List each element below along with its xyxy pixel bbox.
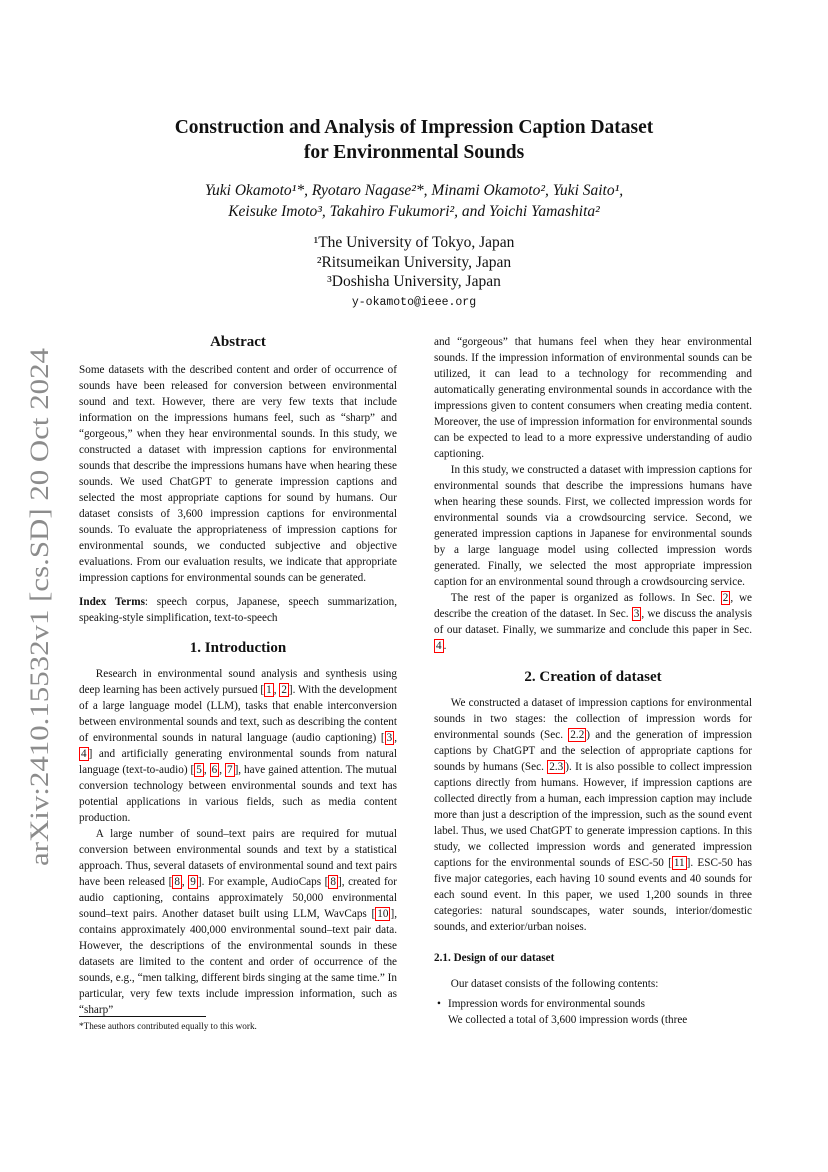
intro-paragraph-3: In this study, we constructed a dataset with impression captions for environmental sounds that describe the impressions humans have when hearing these sounds. First, we collected impression words for environmental sounds via a crowdsourcing service. Second, we generated impression captions in Japanese for environmental sounds by a large language model using collected impression words generated. Finally, we selected the most appropriate impression caption for an environmental sound through a crowdsourcing service.: [434, 464, 752, 588]
section-link[interactable]: 4: [436, 640, 442, 652]
intro-paragraph-4: The rest of the paper is organized as follows. In Sec. 2 , we describe the creation of the dataset. In Sec. 3 , we discuss the analysis of our dataset. Finally, we summarize and conclude this paper in Sec. 4 .: [434, 592, 752, 652]
authors-line-1: Yuki Okamoto¹*, Ryotaro Nagase²*, Minami Okamoto², Yuki Saito¹,: [204, 182, 624, 199]
right-column: [434, 334, 752, 1028]
citation-link[interactable]: 3: [386, 732, 393, 744]
intro-paragraph-2-continued: and “gorgeous” that humans feel when they hear environmental sounds. If the impression information of environmental sounds can be utilized, it can lead to a technology for recommending and automatically generating environmental sounds in accordance with the impressions given to content consumers when creating media content. Moreover, the use of impression information for environmental sounds can be expected to lead to a more expressive understanding of audio captioning.: [434, 336, 752, 460]
affiliation-1: ¹The University of Tokyo, Japan: [313, 234, 515, 251]
title-line-2: for Environmental Sounds: [303, 142, 525, 163]
creation-heading: 2. Creation of dataset: [524, 669, 662, 685]
contact-email[interactable]: y-okamoto@ieee.org: [351, 295, 477, 309]
citation-link[interactable]: 6: [211, 764, 218, 776]
affiliations: [80, 233, 748, 312]
section-link[interactable]: 3: [633, 608, 640, 620]
citation-link[interactable]: 4: [81, 748, 87, 760]
abstract-heading: Abstract: [210, 334, 266, 350]
footnote-rule: [79, 1016, 206, 1017]
subsection-heading: 2.1. Design of our dataset: [434, 952, 555, 964]
arxiv-stamp-text: arXiv:2410.15532v1 [cs.SD] 20 Oct 2024: [25, 429, 54, 866]
authors-line-2: Keisuke Imoto³, Takahiro Fukumori², and Yoichi Yamashita²: [228, 203, 600, 220]
index-terms: [79, 594, 397, 626]
citation-link[interactable]: 10: [377, 908, 389, 920]
paper-title: [80, 115, 748, 165]
affiliation-2: ²Ritsumeikan University, Japan: [316, 253, 512, 271]
footnote: *These authors contributed equally to this work.: [79, 1021, 257, 1031]
citation-link[interactable]: 8: [174, 876, 180, 888]
list-item-text: We collected a total of 3,600 impression words (three: [448, 1014, 688, 1026]
bullet-icon: •: [437, 998, 441, 1010]
arxiv-stamp: [14, 340, 64, 872]
intro-paragraph-2: A large number of sound–text pairs are required for mutual conversion between environmental sounds and text by a statistical approach. Thus, several datasets of environmental sound and text pairs have been released [ 8 , 9 ]. For example, AudioCaps [ 8 ], created for audio captioning, contains approximately 50,000 environmental sound–text pairs. Another dataset built using LLM, WavCaps [ 10 ], contains approximately 400,000 environmental sound–text pair data. However, the descriptions of the environmental sounds in these datasets are limited to the content and order of occurrence of the sounds, e.g., “men talking, different birds singing at the same time.” In particular, very few texts include impression information, such as “sharp”: [79, 828, 397, 1016]
section-link[interactable]: 2: [722, 592, 729, 604]
title-line-1: Construction and Analysis of Impression Caption Dataset: [174, 117, 654, 138]
citation-link[interactable]: 2: [281, 684, 287, 696]
citation-link[interactable]: 7: [226, 764, 233, 776]
list-item: [434, 996, 752, 1028]
citation-link[interactable]: 8: [330, 876, 336, 888]
index-terms-label: Index Terms: [79, 596, 145, 608]
index-terms-text: : speech corpus, Japanese, speech summarization, speaking-style simplification, text-to-speech: [79, 596, 397, 624]
creation-paragraph-1: We constructed a dataset of impression captions for environmental sounds in two stages: the collection of impression words for environmental sounds (Sec. 2.2 ) and the generation of impression captions by ChatGPT and the selection of appropriate captions for sounds by humans (Sec. 2.3 ). It is also possible to collect impression captions directly from humans. However, if impression captions are collected directly from a human, each impression caption may include more than just a description of the impression, such as the sound event label. Thus, we used ChatGPT to generate impression captions. In this study, we collected impression words and generated impression captions for the environmental sounds of ESC-50 [ 11 ]. ESC-50 has five major categories, each having 10 sound events and 40 sounds for each sound event. In this paper, we used 1,200 sounds in three categories: natural soundscapes, water sounds, interior/domestic sounds, and exterior/urban noises.: [434, 697, 753, 933]
list-item-title: Impression words for environmental sounds: [448, 998, 645, 1010]
abstract-text: Some datasets with the described content and order of occurrence of sounds have been released for conversion between environmental sound and text. However, there are very few texts that include information on the impressions humans feel, such as “sharp” and “gorgeous,” when they hear environmental sounds. In this study, we constructed a dataset with impression captions for environmental sounds that describe the impressions humans have when hearing these sounds. We used ChatGPT to generate impression captions and selected the most appropriate captions for sound by humans. Our dataset consists of 3,600 impression captions for environmental sounds. To evaluate the appropriateness of impression captions for environmental sounds, we conducted subjective and objective evaluations. From our evaluation results, we indicate that appropriate impression captions for environmental sounds can be generated.: [79, 364, 397, 584]
affiliation-3: ³Doshisha University, Japan: [327, 273, 501, 290]
citation-link[interactable]: 11: [673, 857, 685, 869]
citation-link[interactable]: 9: [190, 876, 196, 888]
intro-paragraph-1: Research in environmental sound analysis and synthesis using deep learning has been actively pursued [ 1 , 2 ]. With the development of a large language model (LLM), tasks that enable interconversion between environmental sounds and text, such as describing the content of environmental sounds in natural language (audio captioning) [ 3 , 4 ] and artificially generating environmental sounds from natural language (text-to-audio) [ 5 , 6 , 7 ], have gained attention. The mutual conversion technology between environmental sounds and text has potential applications in various fields, such as media content production.: [79, 668, 398, 824]
introduction-heading: 1. Introduction: [189, 640, 287, 656]
section-link[interactable]: 2.2: [570, 729, 585, 741]
author-list: [80, 180, 748, 222]
citation-link[interactable]: 5: [196, 764, 202, 776]
left-column: [79, 334, 397, 1018]
citation-link[interactable]: 1: [266, 684, 272, 696]
design-intro: Our dataset consists of the following contents:: [450, 978, 659, 990]
section-link[interactable]: 2.3: [549, 761, 564, 773]
